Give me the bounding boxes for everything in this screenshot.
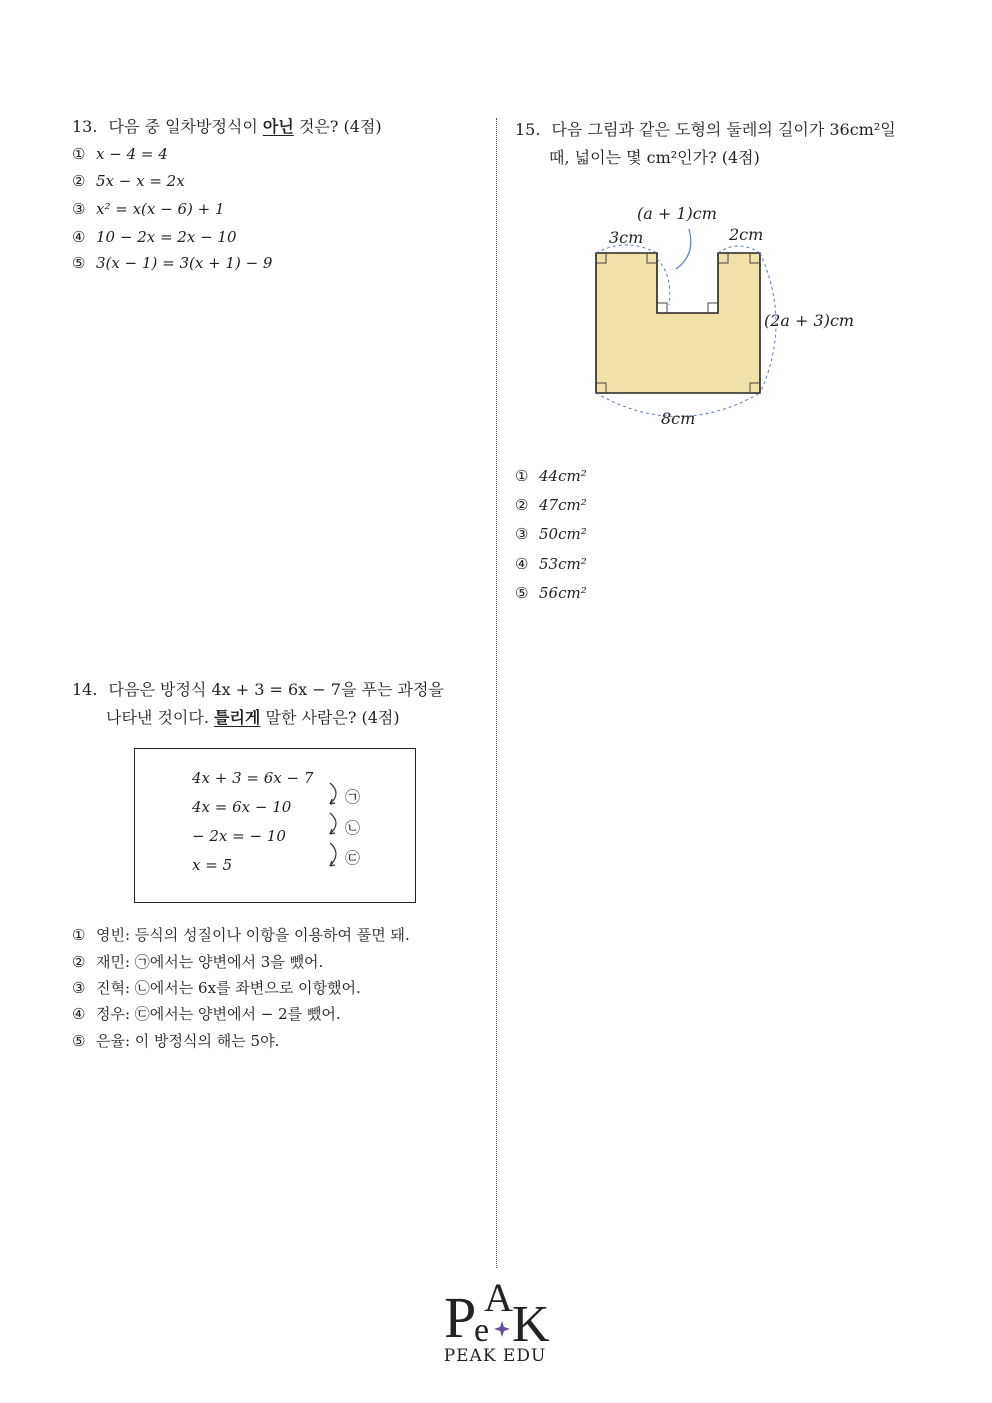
- q14-step-1: 4x + 3 = 6x − 7: [192, 769, 314, 787]
- q13-option-2[interactable]: ② 5x − x = 2x: [72, 172, 185, 190]
- q14-marker-1: ㉠: [345, 788, 361, 806]
- q14-step-2: 4x = 6x − 10: [192, 798, 292, 816]
- label-a-plus-1: (a + 1)cm: [637, 204, 717, 223]
- label-pointer: [676, 229, 691, 269]
- q14-step-3: − 2x = − 10: [192, 827, 286, 845]
- q14-marker-2: ㉡: [345, 819, 361, 837]
- column-divider: [496, 118, 497, 1268]
- u-shape: [596, 253, 760, 393]
- peak-logo: [430, 1275, 560, 1375]
- label-2a-plus-3: (2a + 3)cm: [764, 311, 855, 330]
- q13-emphasis: 아닌: [262, 117, 294, 136]
- q15-option-5[interactable]: ⑤ 56cm²: [515, 584, 587, 602]
- q14-line2-before: 나타낸 것이다.: [106, 708, 209, 727]
- q15-option-1[interactable]: ① 44cm²: [515, 467, 587, 485]
- svg-text:P: P: [444, 1285, 477, 1345]
- q13-option-1[interactable]: ① x − 4 = 4: [72, 145, 168, 163]
- peak-logo-mark: [430, 1275, 560, 1345]
- q14-marker-3: ㉢: [345, 849, 361, 867]
- q15-line2: 때, 넓이는 몇 cm²인가? (4점): [549, 148, 760, 167]
- q15-option-3[interactable]: ③ 50cm²: [515, 525, 587, 543]
- label-3cm: 3cm: [609, 228, 644, 247]
- q14-title: [72, 676, 444, 732]
- q15-option-4[interactable]: ④ 53cm²: [515, 555, 587, 573]
- star-icon: [494, 1321, 510, 1337]
- q15-line1: 다음 그림과 같은 도형의 둘레의 길이가 36cm²일: [551, 120, 896, 139]
- q13-option-4[interactable]: ④ 10 − 2x = 2x − 10: [72, 228, 237, 246]
- q15-title: [515, 116, 896, 172]
- svg-text:K: K: [512, 1296, 550, 1345]
- q14-steps: [192, 764, 313, 880]
- q13-title: [72, 113, 382, 141]
- svg-text:e: e: [474, 1312, 490, 1345]
- q15-option-2[interactable]: ② 47cm²: [515, 496, 587, 514]
- q13-option-5[interactable]: ⑤ 3(x − 1) = 3(x + 1) − 9: [72, 254, 273, 272]
- label-2cm: 2cm: [729, 225, 764, 244]
- q13-number: 13.: [72, 117, 98, 136]
- q14-line2-after: 말한 사람은? (4점): [265, 708, 400, 727]
- q14-option-1[interactable]: ① 영빈: 등식의 성질이나 이항을 이용하여 풀면 돼.: [72, 926, 410, 944]
- q14-option-3[interactable]: ③ 진혁: ㉡에서는 6x를 좌변으로 이항했어.: [72, 979, 361, 997]
- q13-text-after: 것은? (4점): [298, 117, 382, 136]
- q14-option-2[interactable]: ② 재민: ㉠에서는 양변에서 3을 뺐어.: [72, 953, 324, 971]
- q15-number: 15.: [515, 120, 541, 139]
- q14-step-4: x = 5: [192, 856, 233, 874]
- q14-line1: 다음은 방정식 4x + 3 = 6x − 7을 푸는 과정을: [108, 680, 444, 699]
- label-8cm: 8cm: [661, 409, 696, 428]
- q13-option-3[interactable]: ③ x² = x(x − 6) + 1: [72, 200, 225, 218]
- q14-emphasis: 틀리게: [214, 708, 261, 727]
- q14-number: 14.: [72, 680, 98, 699]
- q13-text-before: 다음 중 일차방정식이: [108, 117, 258, 136]
- q14-option-4[interactable]: ④ 정우: ㉢에서는 양변에서 − 2를 뺐어.: [72, 1005, 341, 1023]
- q14-option-5[interactable]: ⑤ 은율: 이 방정식의 해는 5야.: [72, 1032, 280, 1050]
- brand-name: PEAK EDU: [443, 1346, 547, 1366]
- svg-text:A: A: [484, 1275, 513, 1320]
